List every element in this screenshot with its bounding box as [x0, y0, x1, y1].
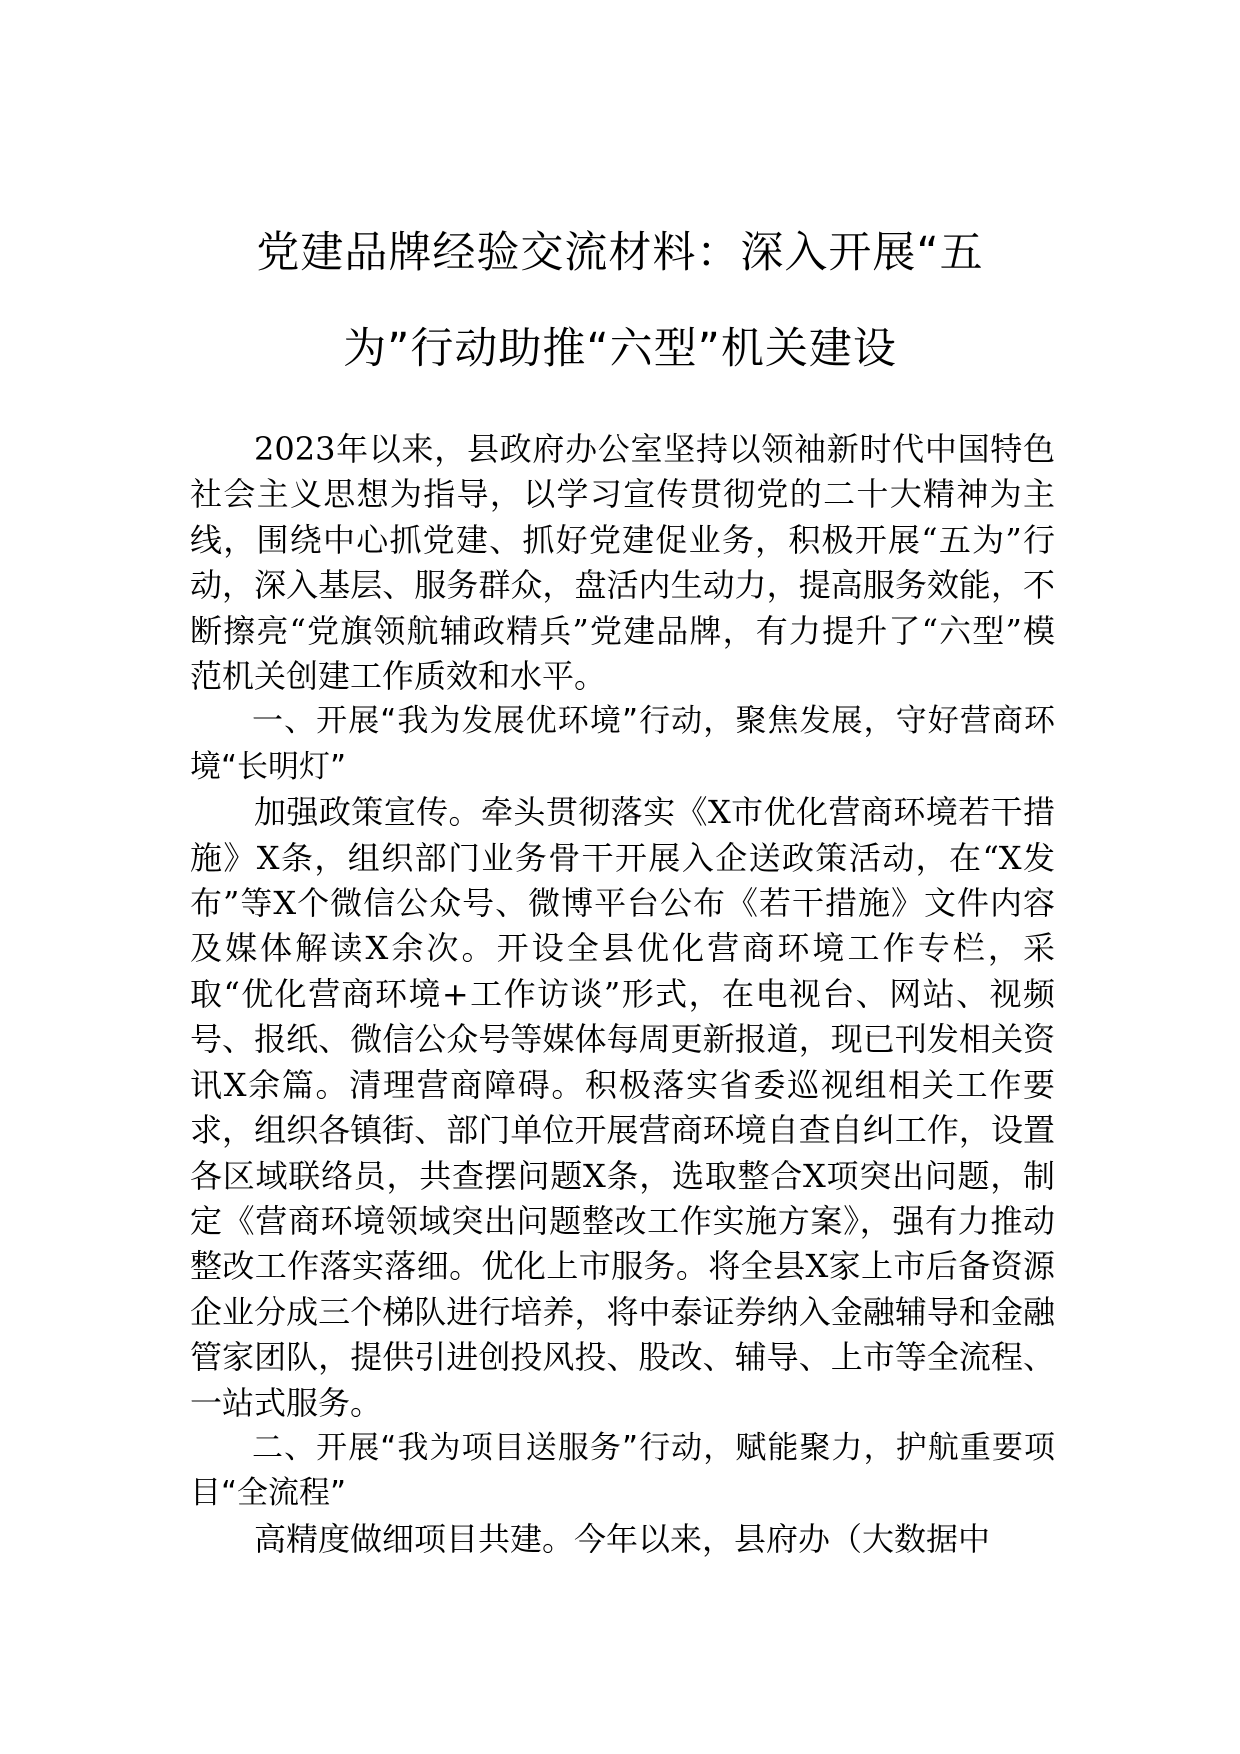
section-heading-1: 一、开展“我为发展优环境”行动，聚焦发展，守好营商环境“长明灯” — [190, 703, 1055, 785]
section-heading-2: 二、开展“我为项目送服务”行动，赋能聚力，护航重要项目“全流程” — [190, 1429, 1055, 1512]
section-2-paragraph: 高精度做细项目共建。今年以来，县府办（大数据中 — [254, 1519, 991, 1558]
document-title — [190, 205, 1050, 397]
intro-paragraph: 2023年以来，县政府办公室坚持以领袖新时代中国特色社会主义思想为指导，以学习宣传贯彻党的二十大精神为主线，围绕中心抓党建、抓好党建促业务，积极开展“五为”行动，深入基层、服务群众，盘活内生动力，提高服务效能，不断擦亮“党旗领航辅政精兵”党建品牌，有力提升了“六型”模范机关创建工作质效和水平。 — [190, 430, 1055, 696]
title-line-2: 为”行动助推“六型”机关建设 — [343, 324, 897, 374]
section-1-paragraph: 加强政策宣传。牵头贯彻落实《X市优化营商环境若干措施》X条，组织部门业务骨干开展入企送政策活动，在“X发布”等X个微信公众号、微博平台公布《若干措施》文件内容及媒体解读X余次。开设全县优化营商环境工作专栏，采取“优化营商环境+工作访谈”形式，在电视台、网站、视频号、报纸、微信公众号等媒体每周更新报道，现已刊发相关资讯X余篇。清理营商障碍。积极落实省委巡视组相关工作要求，组织各镇街、部门单位开展营商环境自查自纠工作，设置各区域联络员，共查摆问题X条，选取整合X项突出问题，制定《营商环境领域突出问题整改工作实施方案》，强有力推动整改工作落实落细。优化上市服务。将全县X家上市后备资源企业分成三个梯队进行培养，将中泰证券纳入金融辅导和金融管家团队，提供引进创投风投、股改、辅导、上市等全流程、一站式服务。 — [190, 793, 1055, 1422]
title-line-1: 党建品牌经验交流材料：深入开展“五 — [256, 228, 984, 278]
document-body — [190, 427, 1055, 1562]
